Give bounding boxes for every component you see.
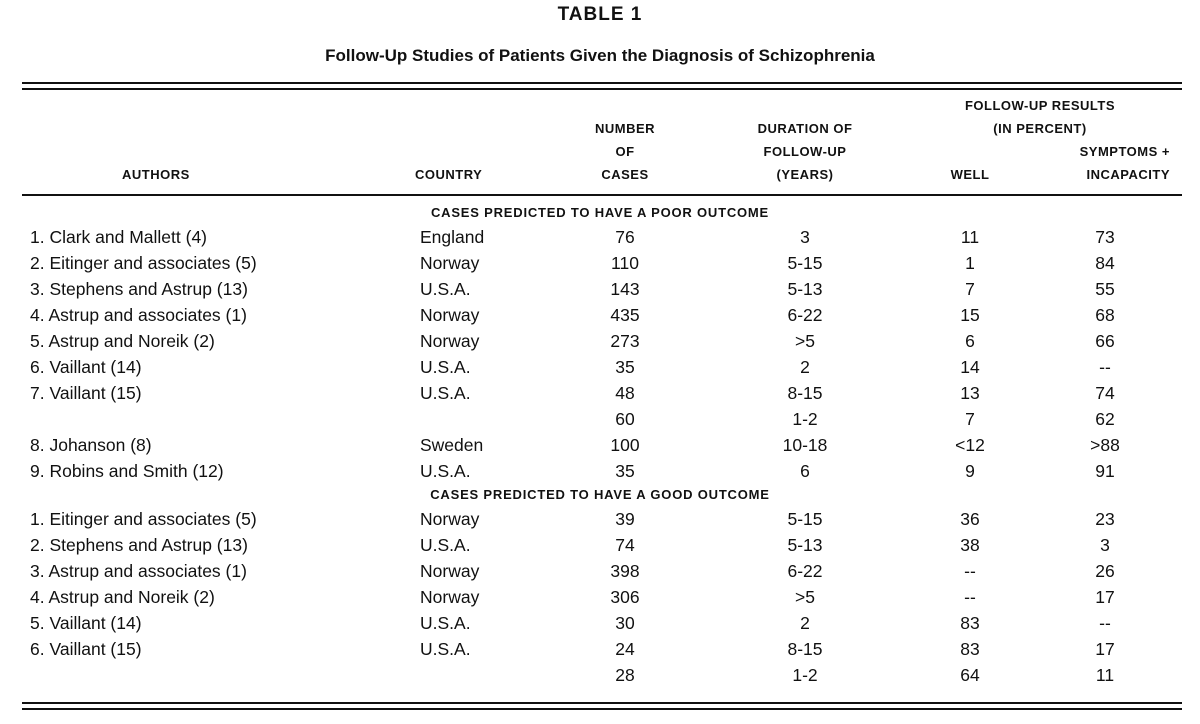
header-results-line: FOLLOW-UP RESULTS (964, 98, 1116, 113)
cases-cell: 30 (615, 613, 635, 633)
header-cases-line: NUMBER (594, 121, 656, 136)
symptoms-cell: 66 (1095, 331, 1115, 351)
symptoms-cell: 84 (1095, 253, 1115, 273)
symptoms-cell: 23 (1095, 509, 1115, 529)
symptoms-cell: -- (1099, 357, 1111, 377)
symptoms-cell: -- (1099, 613, 1111, 633)
duration-cell: 10-18 (782, 435, 828, 455)
table-subtitle: Follow-Up Studies of Patients Given the Diagnosis of Schizophrenia (325, 46, 875, 65)
cases-cell: 35 (615, 357, 635, 377)
country-cell: Norway (420, 331, 480, 351)
cases-cell: 39 (615, 509, 635, 529)
author-cell: 4. Astrup and associates (1) (30, 305, 247, 325)
header-authors: AUTHORS (122, 167, 190, 182)
symptoms-cell: 68 (1095, 305, 1115, 325)
duration-cell: 8-15 (787, 639, 823, 659)
author-cell: 8. Johanson (8) (30, 435, 152, 455)
header-duration-line: FOLLOW-UP (763, 144, 847, 159)
duration-cell: >5 (795, 331, 815, 351)
well-cell: <12 (955, 435, 985, 455)
country-cell: U.S.A. (420, 613, 471, 633)
symptoms-cell: 11 (1095, 665, 1115, 685)
author-cell: 5. Astrup and Noreik (2) (30, 331, 215, 351)
well-cell: 9 (965, 461, 975, 481)
cases-cell: 60 (615, 409, 635, 429)
well-cell: 36 (960, 509, 980, 529)
symptoms-cell: 73 (1095, 227, 1115, 247)
section-heading: CASES PREDICTED TO HAVE A GOOD OUTCOME (430, 487, 770, 502)
table-row (0, 584, 1200, 610)
symptoms-cell: 17 (1095, 639, 1115, 659)
header-results-line: (IN PERCENT) (993, 121, 1087, 136)
table-row (0, 610, 1200, 636)
cases-cell: 48 (615, 383, 635, 403)
table-row (0, 662, 1200, 688)
symptoms-cell: 74 (1095, 383, 1115, 403)
header-duration-line: (YEARS) (776, 167, 834, 182)
country-cell: England (420, 227, 485, 247)
author-cell: 7. Vaillant (15) (30, 383, 142, 403)
header-cases-line: CASES (601, 167, 649, 182)
author-cell: 3. Astrup and associates (1) (30, 561, 247, 581)
symptoms-cell: >88 (1090, 435, 1120, 455)
country-cell: Norway (420, 305, 480, 325)
header-results (940, 94, 1140, 140)
top-rule-1 (22, 82, 1182, 84)
well-cell: 14 (960, 357, 980, 377)
author-cell: 2. Stephens and Astrup (13) (30, 535, 248, 555)
symptoms-cell: 26 (1095, 561, 1115, 581)
symptoms-cell: 17 (1095, 587, 1115, 607)
table-row (0, 328, 1200, 354)
cases-cell: 398 (610, 561, 640, 581)
header-symptoms (1040, 140, 1170, 186)
table-row (0, 532, 1200, 558)
bottom-rule-1 (22, 702, 1182, 704)
well-cell: 7 (965, 279, 975, 299)
cases-cell: 74 (615, 535, 635, 555)
country-cell: Norway (420, 587, 480, 607)
author-cell: 1. Clark and Mallett (4) (30, 227, 208, 247)
table-row (0, 506, 1200, 532)
cases-cell: 28 (615, 665, 635, 685)
header-rule (22, 194, 1182, 196)
cases-cell: 143 (610, 279, 640, 299)
author-cell: 9. Robins and Smith (12) (30, 461, 224, 481)
cases-cell: 76 (615, 227, 635, 247)
country-cell: Sweden (420, 435, 484, 455)
duration-cell: 8-15 (787, 383, 823, 403)
country-cell: U.S.A. (420, 357, 471, 377)
header-symptoms-line: SYMPTOMS + (1079, 144, 1170, 159)
header-country: COUNTRY (415, 167, 483, 182)
cases-cell: 435 (610, 305, 640, 325)
cases-cell: 273 (610, 331, 640, 351)
country-cell: U.S.A. (420, 535, 471, 555)
author-cell: 5. Vaillant (14) (30, 613, 142, 633)
duration-cell: 5-15 (787, 253, 823, 273)
header-cases-line: OF (615, 144, 635, 159)
table-row (0, 458, 1200, 484)
country-cell: Norway (420, 561, 480, 581)
author-cell: 6. Vaillant (15) (30, 639, 142, 659)
table-row (0, 380, 1200, 406)
table-row (0, 636, 1200, 662)
cases-cell: 100 (610, 435, 640, 455)
country-cell: U.S.A. (420, 461, 471, 481)
well-cell: -- (964, 587, 976, 607)
header-duration (735, 117, 875, 186)
cases-cell: 24 (615, 639, 635, 659)
top-rule-2 (22, 88, 1182, 90)
symptoms-cell: 62 (1095, 409, 1115, 429)
header-well: WELL (950, 167, 990, 182)
country-cell: U.S.A. (420, 383, 471, 403)
duration-cell: 6-22 (787, 305, 823, 325)
cases-cell: 306 (610, 587, 640, 607)
symptoms-cell: 55 (1095, 279, 1115, 299)
well-cell: 1 (965, 253, 975, 273)
header-symptoms-line: INCAPACITY (1086, 167, 1170, 182)
cases-cell: 35 (615, 461, 635, 481)
table-row (0, 250, 1200, 276)
duration-cell: 5-15 (787, 509, 823, 529)
symptoms-cell: 91 (1095, 461, 1115, 481)
table-row (0, 406, 1200, 432)
section-heading: CASES PREDICTED TO HAVE A POOR OUTCOME (430, 205, 770, 220)
author-cell: 6. Vaillant (14) (30, 357, 142, 377)
duration-cell: 2 (800, 613, 810, 633)
country-cell: U.S.A. (420, 279, 471, 299)
duration-cell: 1-2 (792, 409, 818, 429)
author-cell: 2. Eitinger and associates (5) (30, 253, 257, 273)
duration-cell: 5-13 (787, 535, 823, 555)
well-cell: 83 (960, 613, 980, 633)
duration-cell: 5-13 (787, 279, 823, 299)
table-title: TABLE 1 (557, 4, 643, 25)
cases-cell: 110 (611, 253, 639, 273)
well-cell: -- (964, 561, 976, 581)
duration-cell: 2 (800, 357, 810, 377)
duration-cell: 6-22 (787, 561, 823, 581)
duration-cell: 1-2 (792, 665, 818, 685)
duration-cell: >5 (795, 587, 815, 607)
table-row (0, 432, 1200, 458)
header-cases (575, 117, 675, 186)
author-cell: 4. Astrup and Noreik (2) (30, 587, 215, 607)
well-cell: 83 (960, 639, 980, 659)
country-cell: U.S.A. (420, 639, 471, 659)
country-cell: Norway (420, 253, 480, 273)
author-cell: 3. Stephens and Astrup (13) (30, 279, 248, 299)
well-cell: 13 (960, 383, 980, 403)
symptoms-cell: 3 (1100, 535, 1110, 555)
well-cell: 64 (960, 665, 980, 685)
author-cell: 1. Eitinger and associates (5) (30, 509, 257, 529)
bottom-rule-2 (22, 708, 1182, 710)
table-row (0, 224, 1200, 250)
table-row (0, 354, 1200, 380)
table-row (0, 302, 1200, 328)
table-row (0, 276, 1200, 302)
header-duration-line: DURATION OF (757, 121, 853, 136)
table-row (0, 558, 1200, 584)
well-cell: 11 (960, 227, 980, 247)
duration-cell: 3 (800, 227, 810, 247)
well-cell: 38 (960, 535, 980, 555)
well-cell: 6 (965, 331, 975, 351)
well-cell: 15 (960, 305, 980, 325)
duration-cell: 6 (800, 461, 810, 481)
country-cell: Norway (420, 509, 480, 529)
well-cell: 7 (965, 409, 975, 429)
